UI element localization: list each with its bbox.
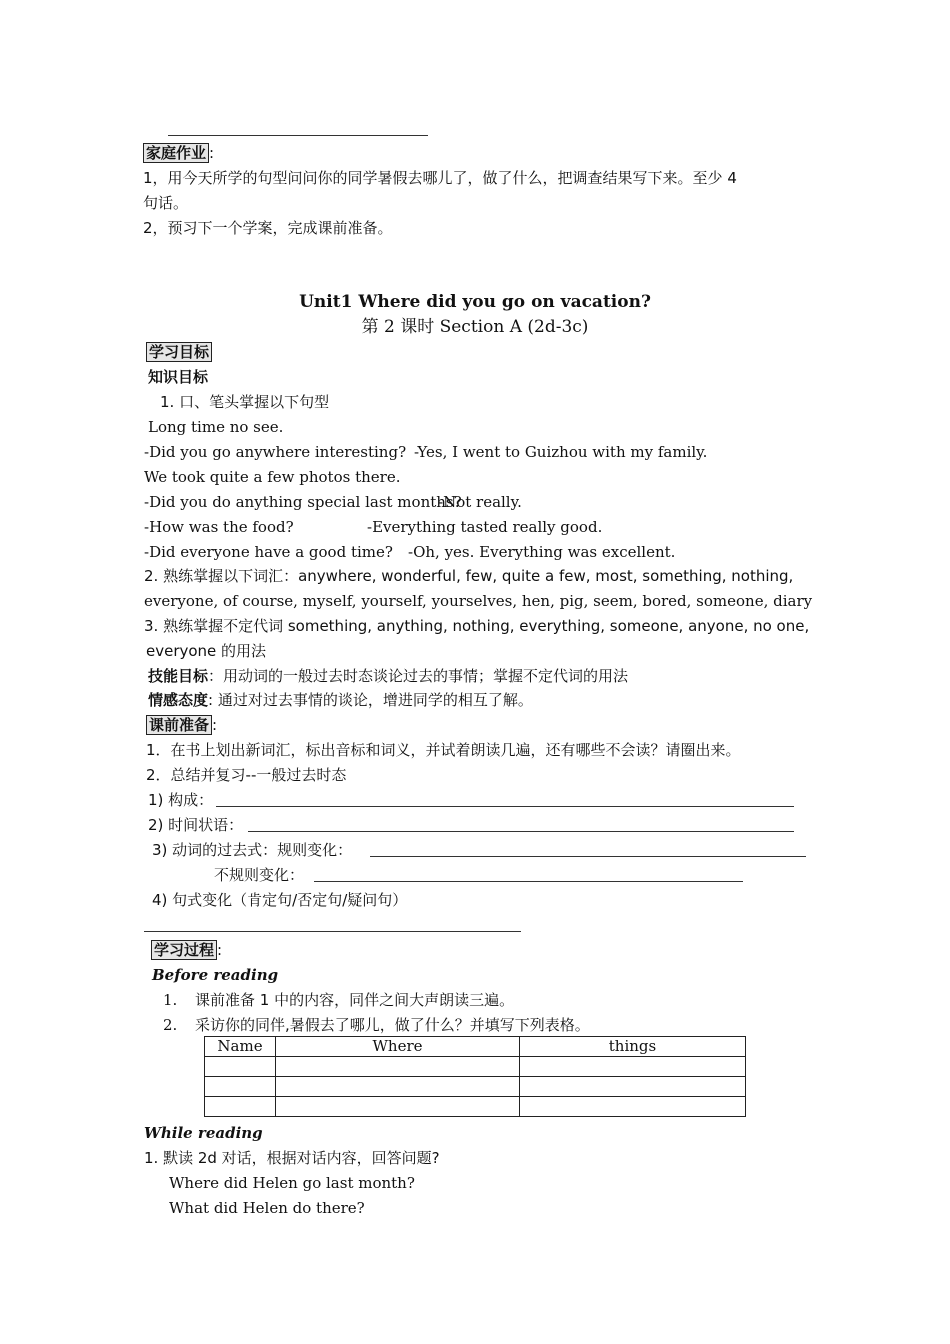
skill-goal-label: 技能目标: [148, 667, 209, 685]
homework-colon: :: [209, 144, 215, 162]
objectives-heading-line: [146, 342, 212, 362]
sentence-3: We took quite a few photos there.: [144, 468, 401, 486]
emotion-goal-label: 情感态度: [148, 691, 209, 709]
question-1: Where did Helen go last month?: [169, 1174, 415, 1192]
step1-text: 课前准备 1 中的内容，同伴之间大声朗读三遍。: [195, 991, 515, 1009]
table-cell[interactable]: [520, 1097, 746, 1117]
sentence-2a: -Did you go anywhere interesting?: [144, 443, 407, 461]
table-cell[interactable]: [276, 1077, 520, 1097]
interview-table: [204, 1036, 746, 1117]
step1-number: 1.: [163, 991, 178, 1009]
prep-sub1-blank: [216, 806, 794, 807]
sentence-6a: -Did everyone have a good time?: [144, 543, 393, 561]
prep-divider: [144, 931, 521, 932]
page-subtitle: 第 2 课时 Section A (2d-3c): [361, 317, 589, 337]
homework-heading-line: [143, 143, 214, 163]
table-cell[interactable]: [520, 1057, 746, 1077]
question-intro: 1. 默读 2d 对话，根据对话内容，回答问题?: [144, 1149, 440, 1167]
table-row: [205, 1057, 746, 1077]
table-cell[interactable]: [276, 1057, 520, 1077]
process-heading-line: [151, 940, 222, 960]
homework-heading: 家庭作业: [143, 143, 209, 163]
knowledge-point2-line1: 2. 熟练掌握以下词汇：anywhere, wonderful, few, quite a few, most, something, nothing,: [144, 567, 794, 585]
homework-item2: 2，预习下一个学案，完成课前准备。: [143, 219, 393, 237]
before-reading-label: Before reading: [152, 966, 279, 984]
table-row: [205, 1077, 746, 1097]
homework-item1-line1: 1，用今天所学的句型问问你的同学暑假去哪儿了，做了什么，把调查结果写下来。至少 4: [143, 169, 737, 187]
step2-text: 采访你的同伴,暑假去了哪儿，做了什么？并填写下列表格。: [195, 1016, 590, 1034]
knowledge-point1: 1. 口、笔头掌握以下句型: [160, 393, 330, 411]
table-header-name: Name: [205, 1037, 276, 1057]
objectives-heading: 学习目标: [146, 342, 212, 362]
sentence-2b: -Yes, I went to Guizhou with my family.: [414, 443, 708, 461]
prep-sub2: 2) 时间状语：: [148, 816, 244, 834]
prep-heading-line: [146, 715, 217, 735]
process-heading: 学习过程: [151, 940, 217, 960]
knowledge-point3-line2: everyone 的用法: [146, 642, 267, 660]
skill-goal: [148, 666, 628, 686]
prep-sub3: 3) 动词的过去式：规则变化：: [152, 841, 353, 859]
table-header-row: [205, 1037, 746, 1057]
process-colon: :: [217, 941, 223, 959]
emotion-goal-text: : 通过对过去事情的谈论，增进同学的相互了解。: [208, 691, 533, 709]
homework-item1-line2: 句话。: [143, 194, 189, 212]
prep-item2: 2．总结并复习--一般过去时态: [146, 766, 347, 784]
step2-number: 2.: [163, 1016, 178, 1034]
knowledge-point2-line2: everyone, of course, myself, yourself, yourselves, hen, pig, seem, bored, someone, diary: [144, 592, 813, 610]
while-reading-label: While reading: [144, 1124, 263, 1142]
skill-goal-text: ：用动词的一般过去时态谈论过去的事情；掌握不定代词的用法: [208, 667, 629, 685]
prep-item1: 1．在书上划出新词汇，标出音标和词义，并试着朗读几遍，还有哪些不会读？请圈出来。: [146, 741, 741, 759]
prep-colon: :: [212, 716, 218, 734]
table-header-things: things: [520, 1037, 746, 1057]
sentence-6b: -Oh, yes. Everything was excellent.: [408, 543, 676, 561]
sentence-5b: -Everything tasted really good.: [367, 518, 603, 536]
table-header-where: Where: [276, 1037, 520, 1057]
table-cell[interactable]: [205, 1077, 276, 1097]
emotion-goal: [148, 690, 533, 710]
prep-sub1: 1) 构成：: [148, 791, 214, 809]
sentence-4b: -Not really.: [438, 493, 522, 511]
question-2: What did Helen do there?: [169, 1199, 365, 1217]
table-cell[interactable]: [205, 1097, 276, 1117]
page-title: Unit1 Where did you go on vacation?: [299, 292, 651, 312]
knowledge-heading: 知识目标: [148, 368, 209, 386]
sentence-4a: -Did you do anything special last months?: [144, 493, 462, 511]
prep-sub2-blank: [248, 831, 794, 832]
prep-sub3b-blank: [314, 881, 743, 882]
prep-sub3-blank: [370, 856, 806, 857]
prep-sub4: 4) 句式变化（肯定句/否定句/疑问句）: [152, 891, 408, 909]
table-row: [205, 1097, 746, 1117]
table-cell[interactable]: [520, 1077, 746, 1097]
prep-sub3b: 不规则变化：: [214, 866, 305, 884]
knowledge-point3-line1: 3. 熟练掌握不定代词 something, anything, nothing, everything, someone, anyone, no one,: [144, 617, 810, 635]
top-blank-line: [168, 135, 428, 136]
table-cell[interactable]: [205, 1057, 276, 1077]
prep-heading: 课前准备: [146, 715, 212, 735]
sentence-1: Long time no see.: [148, 418, 284, 436]
table-cell[interactable]: [276, 1097, 520, 1117]
sentence-5a: -How was the food?: [144, 518, 294, 536]
